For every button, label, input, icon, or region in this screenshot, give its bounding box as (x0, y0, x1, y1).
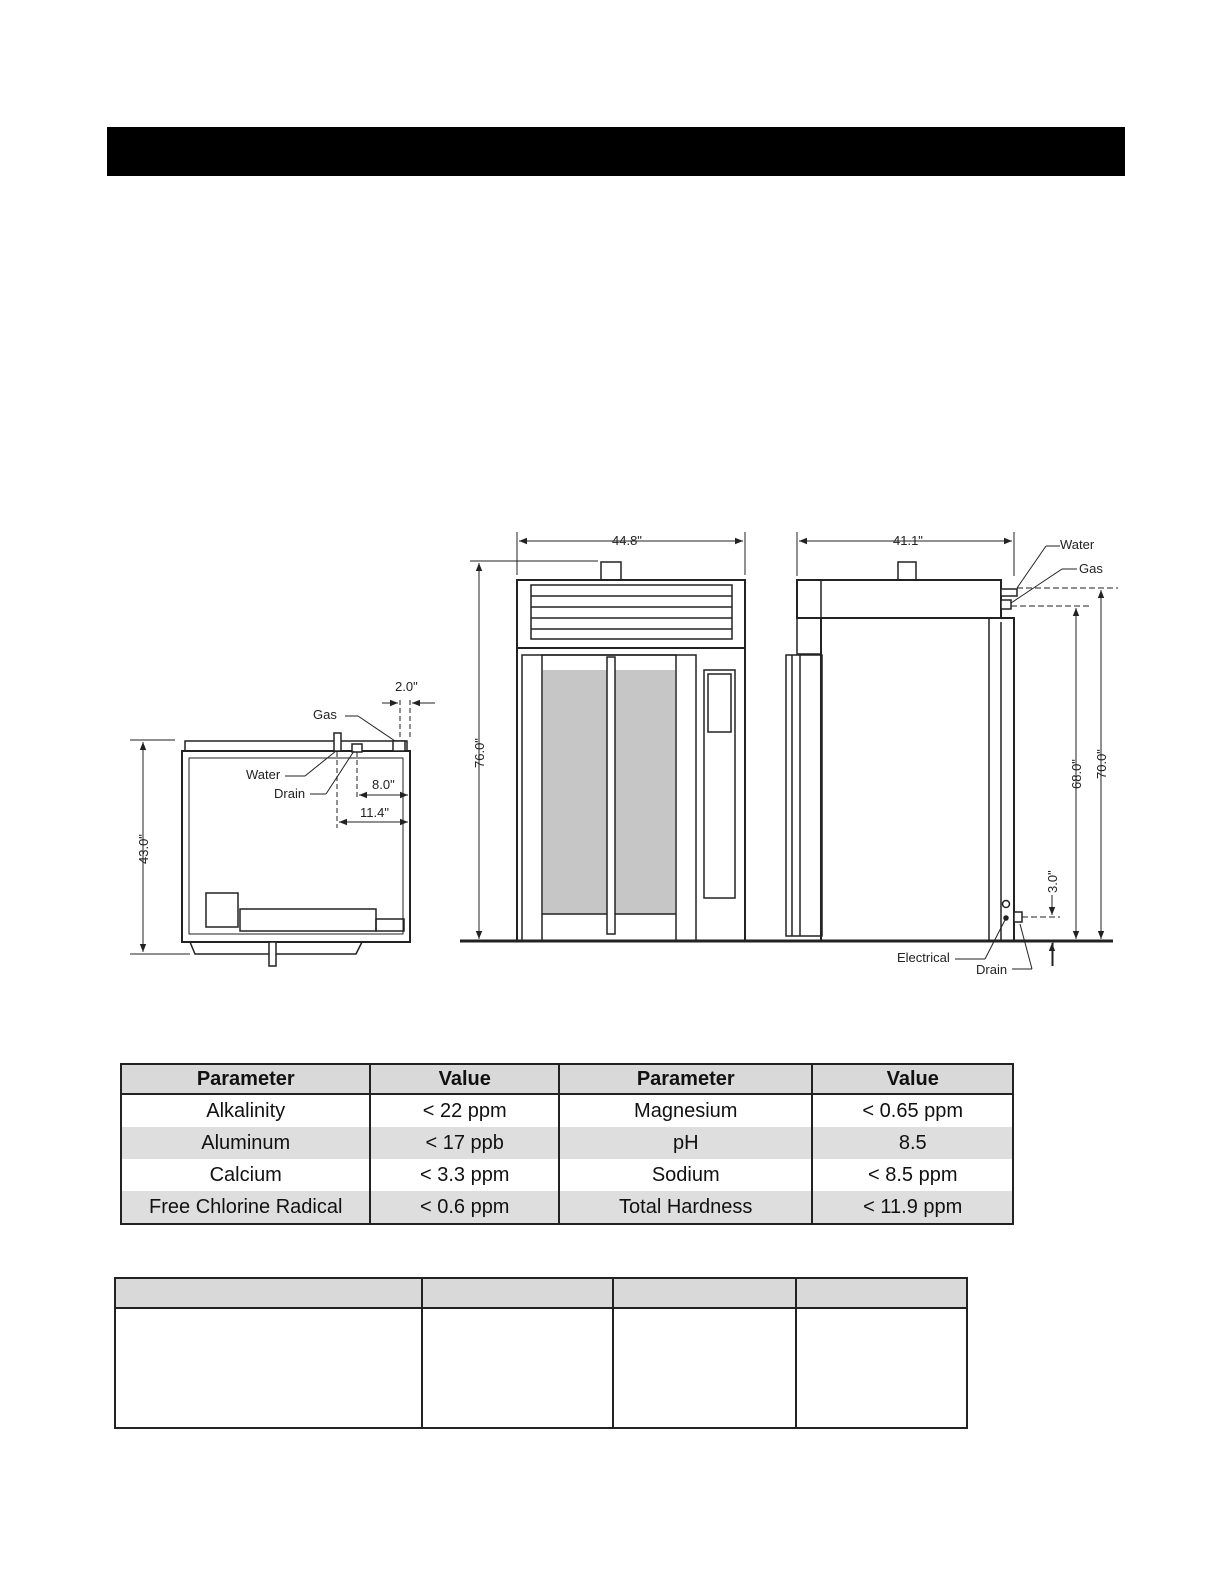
empty-header-cell (796, 1278, 967, 1308)
top-water-label: Water (246, 767, 281, 782)
table-cell: Free Chlorine Radical (121, 1191, 370, 1224)
empty-cell (422, 1308, 613, 1428)
dim-44-8-label: 44.8" (612, 533, 642, 548)
side-view (786, 562, 1022, 941)
header-value-1: Value (370, 1064, 559, 1094)
table-row (121, 1159, 1013, 1191)
table-cell: Magnesium (559, 1094, 812, 1127)
table-cell: Alkalinity (121, 1094, 370, 1127)
empty-table-row (115, 1308, 967, 1428)
table-cell: < 11.9 ppm (812, 1191, 1013, 1224)
table-cell: Total Hardness (559, 1191, 812, 1224)
empty-cell (796, 1308, 967, 1428)
dim-70-0-label: 70.0" (1094, 749, 1109, 779)
empty-header-cell (422, 1278, 613, 1308)
side-drain-label: Drain (976, 962, 1008, 977)
empty-cell (613, 1308, 797, 1428)
dim-11-4-label: 11.4" (360, 805, 389, 820)
dim-3-0-label: 3.0" (1045, 870, 1060, 893)
table-header-row (121, 1064, 1013, 1094)
top-view-dimensions (130, 700, 435, 954)
header-value-2: Value (812, 1064, 1013, 1094)
empty-header-cell (613, 1278, 797, 1308)
table-cell: 8.5 (812, 1127, 1013, 1159)
dim-41-1-label: 41.1" (893, 533, 923, 548)
table-row (121, 1127, 1013, 1159)
dim-76-0-label: 76.0" (472, 738, 487, 768)
table-cell: < 17 ppb (370, 1127, 559, 1159)
side-gas-label: Gas (1079, 561, 1103, 576)
table-cell: Sodium (559, 1159, 812, 1191)
side-electrical-label: Electrical (897, 950, 950, 965)
table-cell: Aluminum (121, 1127, 370, 1159)
header-parameter-1: Parameter (121, 1064, 370, 1094)
table-row (121, 1191, 1013, 1224)
dim-43-0-label: 43.0" (136, 834, 151, 864)
table-cell: < 3.3 ppm (370, 1159, 559, 1191)
empty-spec-table (114, 1277, 968, 1429)
dim-8-0-label: 8.0" (372, 777, 395, 792)
table-cell: < 0.6 ppm (370, 1191, 559, 1224)
dim-68-0-label: 68.0" (1069, 759, 1084, 789)
empty-cell (115, 1308, 422, 1428)
table-row (121, 1094, 1013, 1127)
table-cell: Calcium (121, 1159, 370, 1191)
empty-header-cell (115, 1278, 422, 1308)
top-view (182, 733, 410, 966)
side-view-dimensions (797, 532, 1118, 969)
table-cell: < 22 ppm (370, 1094, 559, 1127)
table-cell: < 0.65 ppm (812, 1094, 1013, 1127)
side-water-label: Water (1060, 537, 1095, 552)
table-cell: < 8.5 ppm (812, 1159, 1013, 1191)
empty-table-header-row (115, 1278, 967, 1308)
top-drain-label: Drain (274, 786, 306, 801)
table-cell: pH (559, 1127, 812, 1159)
header-parameter-2: Parameter (559, 1064, 812, 1094)
dim-2-0-label: 2.0" (395, 679, 418, 694)
water-quality-table (120, 1063, 1014, 1225)
top-gas-label: Gas (313, 707, 337, 722)
